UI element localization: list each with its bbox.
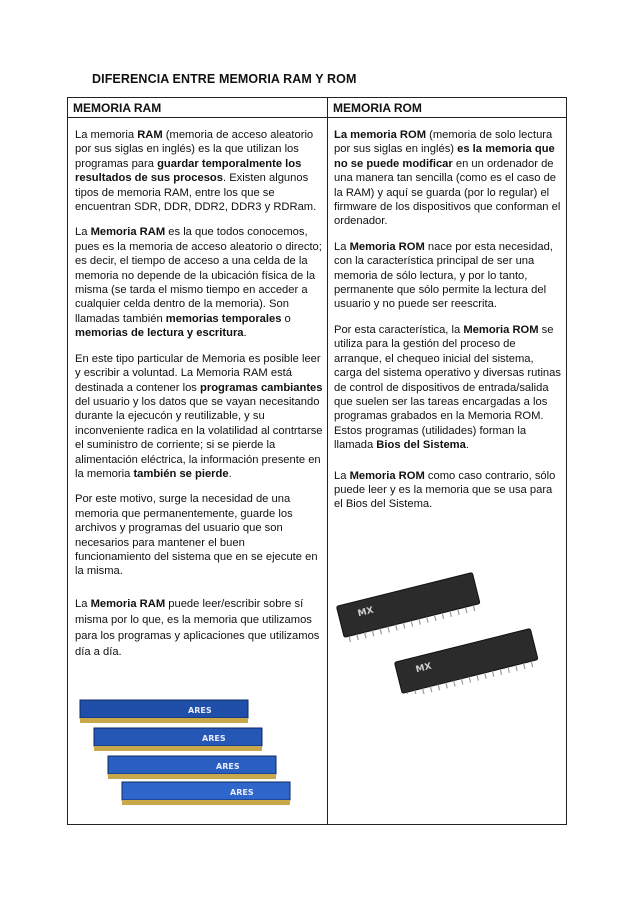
text-run: La: [75, 597, 91, 610]
text-run: del usuario y los datos que se vayan necesitando durante la ejecucón y reutilizable, y su inconveniente radica en la volatilidad al contrtarse el suministro de corriente; si se pierde la alimentación eléctrica, la información presente en la memoria: [75, 395, 323, 480]
ram-paragraph: [75, 352, 323, 482]
text-run: en un ordenador de una manera tan sencilla (como es el caso de la RAM) y aquí se guarda (por lo regular) el firmware de los dispositivos que conforman el ordenador.: [334, 157, 561, 228]
text-run: nace por esta necesidad, con la característica principal de ser una memoria de sólo lectura, y por lo tanto, permanente que sólo permite la lectura del usuario y no puede ser reescrita.: [334, 240, 553, 311]
text-run: como caso contrario, sólo puede leer y es la memoria que se usa para el Bios del Sistema.: [334, 469, 556, 511]
rom-paragraph: [334, 240, 562, 312]
text-run: .: [243, 327, 247, 340]
ram-module-label: ARES: [216, 762, 240, 771]
bold-run: guardar temporalmente los resultados de sus procesos: [75, 157, 302, 185]
rom-chip-brand: MX: [414, 661, 433, 676]
bold-run: Memoria RAM: [90, 226, 166, 239]
bold-run: Memoria ROM: [463, 323, 539, 336]
bold-run: Bios del Sistema: [376, 439, 466, 452]
text-run: (memoria de acceso aleatorio por sus siglas en inglés) es la que utilizan los programas para: [75, 129, 314, 170]
text-run: Por esta característica, la: [334, 323, 464, 336]
text-run: .: [228, 467, 232, 480]
ram-module-label: ARES: [230, 788, 254, 797]
ram-paragraph: [75, 492, 323, 578]
bold-run: Memoria ROM: [349, 469, 425, 482]
bold-run: La memoria ROM: [334, 129, 427, 141]
text-run: o: [281, 312, 291, 325]
comparison-table: [67, 97, 567, 825]
text-run: se utiliza para la gestión del proceso de arranque, el chequeo inicial del sistema, carga del sistema operativo y diversas rutinas de control de dispositivos de entrada/salida que suelen ser las tareas encargadas a los programas grabados en la Memoria ROM. Estos programas (utilidades) forman la llamada: [334, 323, 561, 452]
document-title: DIFERENCIA ENTRE MEMORIA RAM Y ROM: [92, 72, 357, 86]
text-run: La: [75, 226, 91, 239]
rom-chips-image: [333, 564, 553, 694]
ram-module-label: ARES: [188, 706, 212, 715]
bold-run: también se pierde: [133, 467, 229, 480]
ram-paragraph: [75, 225, 323, 340]
ram-module-label: ARES: [202, 734, 226, 743]
column-divider: [327, 98, 328, 824]
ram-column: [75, 128, 323, 671]
rom-paragraph: [334, 469, 562, 512]
bold-run: es la memoria que no se puede modificar: [334, 143, 555, 170]
text-run: (memoria de solo lectura por sus siglas en inglés): [334, 129, 553, 156]
header-rom: MEMORIA ROM: [333, 101, 422, 115]
header-ram: MEMORIA RAM: [73, 101, 162, 115]
rom-paragraph: [334, 323, 562, 453]
text-run: . Existen algunos tipos de memoria RAM, entre los que se encuentran SDR, DDR, DDR2, DDR3 y RDRam.: [75, 172, 317, 214]
bold-run: programas cambiantes: [200, 381, 323, 394]
ram-paragraph: [75, 596, 323, 660]
ram-modules-image: [78, 690, 303, 810]
rom-chip-brand: MX: [356, 605, 375, 620]
bold-run: Memoria ROM: [349, 240, 425, 253]
text-run: La: [334, 240, 350, 253]
text-run: La: [334, 469, 350, 482]
text-run: .: [465, 439, 469, 452]
text-run: puede leer/escribir sobre sí misma por lo que, es la memoria que utilizamos para los programas y aplicaciones que utilizamos día a día.: [75, 597, 320, 658]
rom-paragraph: [334, 128, 562, 229]
text-run: La memoria: [75, 129, 138, 141]
table-header-row: [68, 98, 566, 118]
bold-run: RAM: [137, 129, 163, 141]
text-run: Por este motivo, surge la necesidad de una memoria que permanentemente, guarde los archivos y programas del usuario que son necesarios para mantener el buen funcionamiento del sistema que en se ejecute en la misma.: [75, 493, 318, 578]
bold-run: memorias temporales: [165, 312, 282, 325]
rom-column: [334, 128, 562, 523]
ram-paragraph: [75, 128, 323, 214]
text-run: es la que todos conocemos, pues es la memoria de acceso aleatorio o directo; es decir, el tiempo de acceso a una celda de la memoria no depende de la ubicación física de la misma (se tarda el mismo tiempo en acceder a cualquier celda dentro de la memoria). Son llamadas también: [75, 226, 322, 325]
text-run: En este tipo particular de Memoria es posible leer y escribir a voluntad. La Memoria RAM está destinada a contener los: [75, 352, 321, 394]
bold-run: memorias de lectura y escritura: [75, 327, 244, 340]
bold-run: Memoria RAM: [90, 597, 166, 610]
